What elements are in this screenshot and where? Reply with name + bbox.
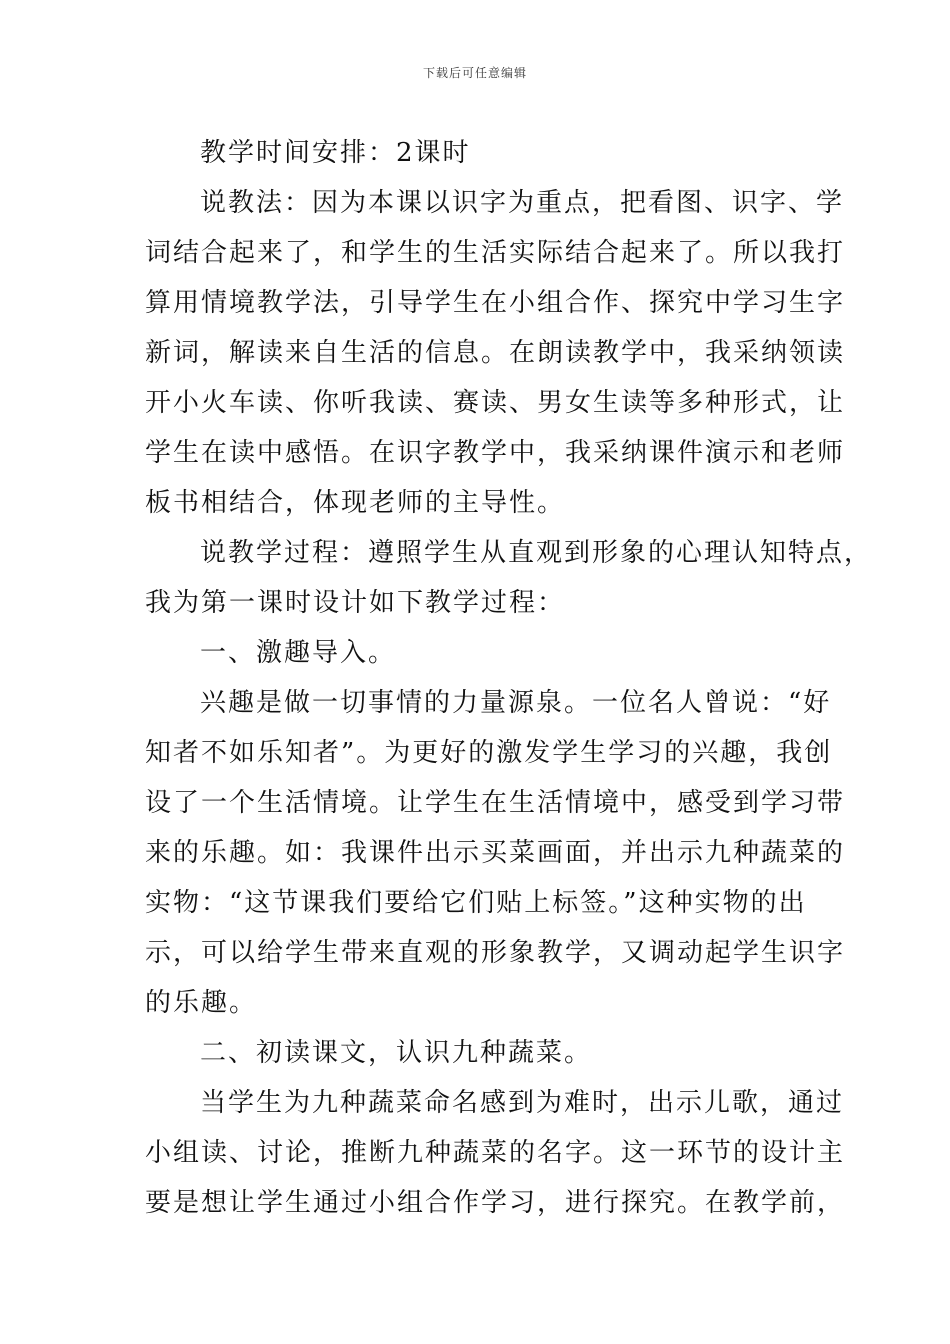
text-line: 算用情境教学法，引导学生在小组合作、探究中学习生字 — [145, 288, 846, 318]
text-line: 词结合起来了，和学生的生活实际结合起来了。所以我打 — [145, 238, 846, 268]
text-line: 设了一个生活情境。让学生在生活情境中，感受到学习带 — [145, 788, 846, 818]
text-line: 教学时间安排：2课时 — [200, 138, 471, 168]
page-header: 下载后可任意编辑 — [422, 66, 527, 80]
text-line: 实物：“这节课我们要给它们贴上标签。”这种实物的出 — [145, 888, 807, 918]
text-line: 的乐趣。 — [145, 988, 258, 1018]
text-line: 我为第一课时设计如下教学过程： — [145, 588, 566, 618]
section-heading: 二、初读课文，认识九种蔬菜。 — [200, 1038, 593, 1068]
text-line: 兴趣是做一切事情的力量源泉。一位名人曾说：“好 — [200, 688, 832, 718]
text-line: 说教学过程：遵照学生从直观到形象的心理认知特点， — [200, 538, 873, 568]
text-line: 学生在读中感悟。在识字教学中，我采纳课件演示和老师 — [145, 438, 846, 468]
document-body — [145, 128, 873, 1228]
section-heading: 一、激趣导入。 — [200, 638, 397, 668]
text-line: 示，可以给学生带来直观的形象教学，又调动起学生识字 — [145, 938, 846, 968]
text-line: 要是想让学生通过小组合作学习，进行探究。在教学前， — [145, 1188, 846, 1218]
text-line: 说教法：因为本课以识字为重点，把看图、识字、学 — [200, 188, 845, 218]
text-line: 板书相结合，体现老师的主导性。 — [145, 488, 566, 518]
text-line: 来的乐趣。如：我课件出示买菜画面，并出示九种蔬菜的 — [145, 838, 846, 868]
text-line: 开小火车读、你听我读、赛读、男女生读等多种形式，让 — [145, 388, 846, 418]
text-line: 当学生为九种蔬菜命名感到为难时，出示儿歌，通过 — [200, 1088, 845, 1118]
text-line: 小组读、讨论，推断九种蔬菜的名字。这一环节的设计主 — [145, 1138, 846, 1168]
text-line: 新词，解读来自生活的信息。在朗读教学中，我采纳领读 — [145, 338, 846, 368]
text-line: 知者不如乐知者”。为更好的激发学生学习的兴趣，我创 — [145, 738, 833, 768]
